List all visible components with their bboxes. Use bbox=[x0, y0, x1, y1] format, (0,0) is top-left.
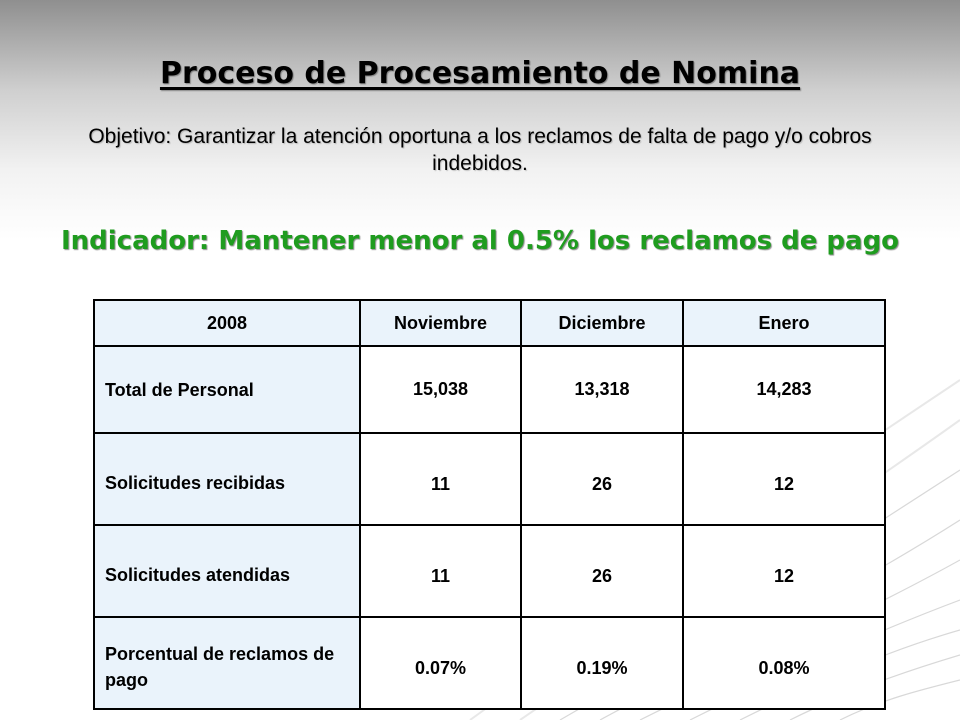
cell-value: 26 bbox=[521, 525, 683, 617]
header-enero: Enero bbox=[683, 300, 885, 346]
row-label: Solicitudes atendidas bbox=[94, 525, 360, 617]
cell-value: 11 bbox=[360, 433, 521, 525]
cell-value: 26 bbox=[521, 433, 683, 525]
row-label: Porcentual de reclamos de pago bbox=[94, 617, 360, 709]
table-row bbox=[94, 433, 885, 525]
cell-value: 11 bbox=[360, 525, 521, 617]
cell-value: 0.19% bbox=[521, 617, 683, 709]
header-noviembre: Noviembre bbox=[360, 300, 521, 346]
header-year: 2008 bbox=[94, 300, 360, 346]
row-label: Solicitudes recibidas bbox=[94, 433, 360, 525]
header-diciembre: Diciembre bbox=[521, 300, 683, 346]
cell-value: 15,038 bbox=[360, 346, 521, 433]
cell-value: 13,318 bbox=[521, 346, 683, 433]
indicator-text: Indicador: Mantener menor al 0.5% los reclamos de pago bbox=[60, 226, 900, 256]
cell-value: 0.07% bbox=[360, 617, 521, 709]
table-row bbox=[94, 525, 885, 617]
table-row bbox=[94, 617, 885, 709]
cell-value: 12 bbox=[683, 433, 885, 525]
cell-value: 14,283 bbox=[683, 346, 885, 433]
cell-value: 0.08% bbox=[683, 617, 885, 709]
objective-text: Objetivo: Garantizar la atención oportuna a los reclamos de falta de pago y/o cobros indebidos. bbox=[88, 125, 872, 175]
page-title: Proceso de Procesamiento de Nomina bbox=[159, 56, 801, 91]
payroll-claims-table bbox=[93, 299, 886, 710]
cell-value: 12 bbox=[683, 525, 885, 617]
row-label: Total de Personal bbox=[94, 346, 360, 433]
table-row bbox=[94, 346, 885, 433]
table-header-row bbox=[94, 300, 885, 346]
